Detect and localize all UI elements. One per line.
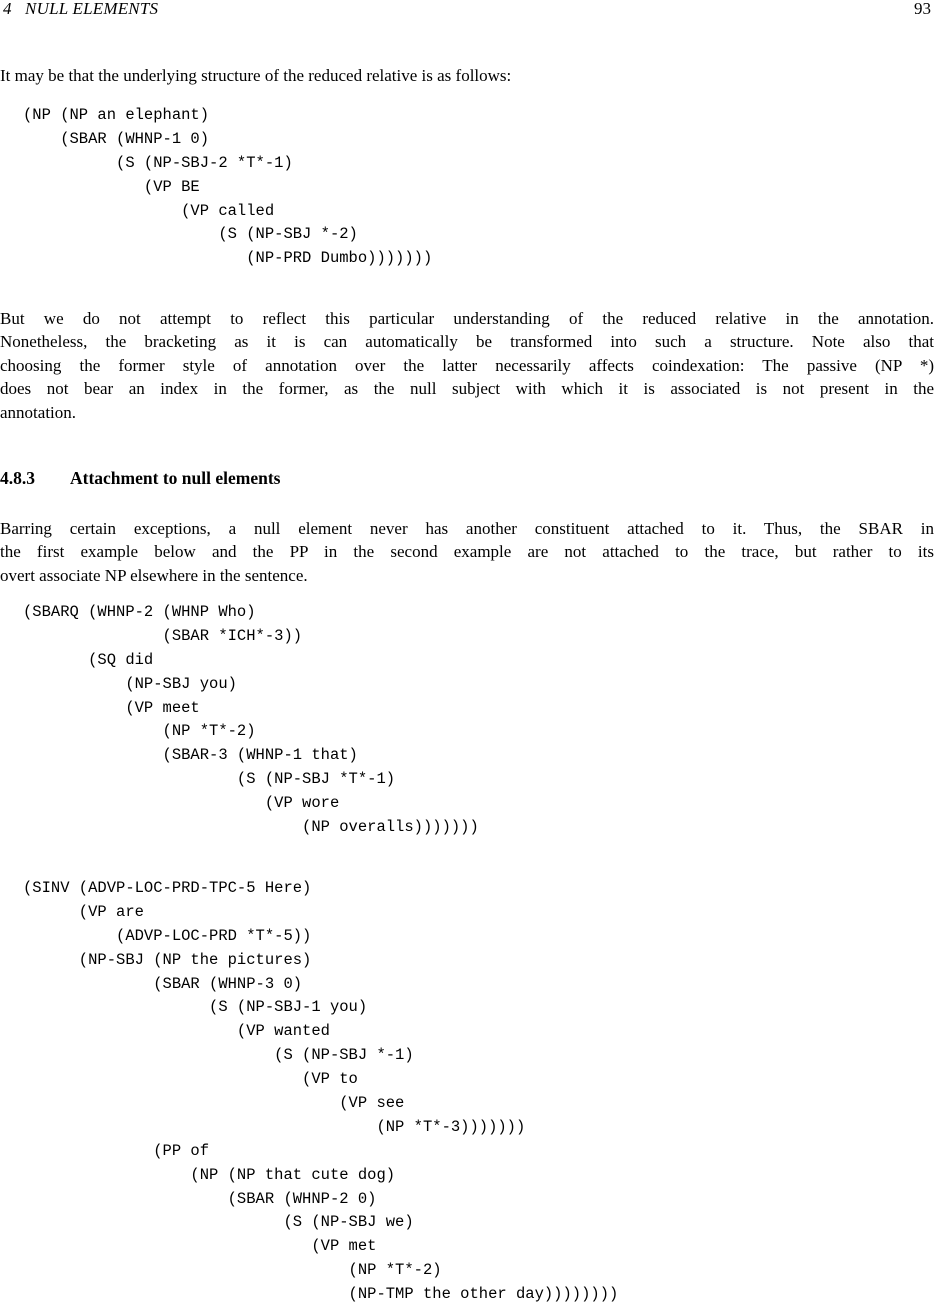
paragraph-line: does not bear an index in the former, as the null subject with which it is associated is not present in the [0,379,934,399]
tree-line: (SINV (ADVP-LOC-PRD-TPC-5 Here) [23,879,312,897]
tree-line: (S (NP-SBJ *-2) [23,225,358,244]
paragraph-discussion [0,307,934,424]
tree-line: (VP see [23,1094,405,1113]
tree-line: (VP called [23,201,275,220]
tree-example-elephant [23,104,432,271]
tree-line: (NP-SBJ (NP the pictures) [23,950,312,969]
section-heading [0,468,280,489]
tree-line: (S (NP-SBJ-2 *T*-1) [23,153,293,172]
tree-example-sbarq [23,601,479,840]
section-number: 4.8.3 [0,468,35,488]
tree-line: (S (NP-SBJ *-1) [23,1046,414,1065]
tree-line: (VP meet [23,698,200,717]
tree-line: (SBAR (WHNP-2 0) [23,1189,377,1208]
tree-example-sinv [23,877,618,1307]
tree-line: (PP of [23,1141,210,1160]
tree-line: (VP met [23,1237,377,1256]
tree-line: (VP to [23,1070,358,1089]
tree-line: (SBAR (WHNP-1 0) [23,129,210,148]
tree-line: (SBAR-3 (WHNP-1 that) [23,746,358,765]
tree-line: (S (NP-SBJ *T*-1) [23,770,396,789]
page-number: 93 [914,0,931,18]
tree-line: (NP *T*-2) [23,722,256,741]
paragraph-line: But we do not attempt to reflect this particular understanding of the reduced relative in the annotation. [0,309,934,328]
tree-line: (NP *T*-3))))))) [23,1117,526,1136]
tree-line: (SBAR *ICH*-3)) [23,626,303,645]
tree-line: (NP overalls))))))) [23,818,479,837]
tree-line: (NP-SBJ you) [23,674,237,693]
tree-line: (VP wanted [23,1022,330,1041]
paragraph-line: Barring certain exceptions, a null element never has another constituent attached to it. Thus, the SBAR in [0,519,934,538]
paragraph-line: annotation. [0,402,77,422]
paragraph-line: It may be that the underlying structure of the reduced relative is as follows: [0,66,512,85]
tree-line: (VP BE [23,177,200,196]
paragraph-attachment [0,517,934,587]
tree-line: (VP wore [23,794,340,813]
tree-line: (SBARQ (WHNP-2 (WHNP Who) [23,603,256,621]
section-title: Attachment to null elements [70,468,281,488]
tree-line: (NP *T*-2) [23,1261,442,1280]
tree-line: (S (NP-SBJ-1 you) [23,998,368,1017]
tree-line: (NP (NP an elephant) [23,106,210,124]
paragraph-intro [0,64,934,87]
tree-line: (VP are [23,902,144,921]
tree-line: (NP (NP that cute dog) [23,1165,396,1184]
tree-line: (S (NP-SBJ we) [23,1213,414,1232]
running-header-section: 4 NULL ELEMENTS [3,0,159,18]
paragraph-line: overt associate NP elsewhere in the sentence. [0,565,308,585]
tree-line: (ADVP-LOC-PRD *T*-5)) [23,926,312,945]
tree-line: (NP-TMP the other day)))))))) [23,1285,619,1304]
paragraph-line: Nonetheless, the bracketing as it is can automatically be transformed into such a structure. Note also that [0,332,934,352]
tree-line: (SQ did [23,650,154,669]
tree-line: (SBAR (WHNP-3 0) [23,974,303,993]
paragraph-line: choosing the former style of annotation over the latter necessarily affects coindexation: The passive (NP *) [0,355,934,375]
tree-line: (NP-PRD Dumbo))))))) [23,249,433,268]
paragraph-line: the first example below and the PP in the second example are not attached to the trace, but rather to its [0,542,934,562]
